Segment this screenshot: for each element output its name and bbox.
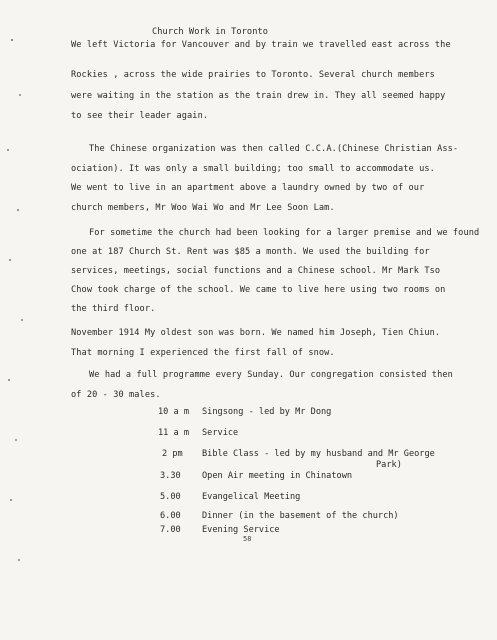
schedule-event: Service <box>202 428 239 438</box>
schedule-event-continuation: Park) <box>376 460 402 470</box>
schedule-event: Singsong - led by Mr Dong <box>202 407 332 417</box>
text-line: one at 187 Church St. Rent was $85 a month. We used the building for <box>71 247 430 257</box>
text-line: For sometime the church had been looking for a larger premise and we found <box>89 228 480 238</box>
text-line: ociation). It was only a small building; too small to accommodate us. <box>71 164 435 174</box>
text-line: November 1914 My oldest son was born. We named him Joseph, Tien Chiun. <box>71 328 441 338</box>
text-line: That morning I experienced the first fall of snow. <box>71 348 335 358</box>
text-line: of 20 - 30 males. <box>71 390 161 400</box>
text-line: Rockies , across the wide prairies to Toronto. Several church members <box>71 70 435 80</box>
schedule-time: 2 pm <box>162 449 183 459</box>
text-line: were waiting in the station as the train drew in. They all seemed happy <box>71 91 446 101</box>
document-title: Church Work in Toronto <box>152 27 269 37</box>
text-line: church members, Mr Woo Wai Wo and Mr Lee Soon Lam. <box>71 203 335 213</box>
text-line: We had a full programme every Sunday. Our congregation consisted then <box>89 370 453 380</box>
text-line: Chow took charge of the school. We came to live here using two rooms on <box>71 285 446 295</box>
schedule-time: 11 a m <box>158 428 190 438</box>
text-line: We left Victoria for Vancouver and by train we travelled east across the <box>71 40 451 50</box>
schedule-time: 6.00 <box>160 511 181 521</box>
text-line: services, meetings, social functions and a Chinese school. Mr Mark Tso <box>71 266 441 276</box>
schedule-time: 10 a m <box>158 407 190 417</box>
schedule-time: 7.00 <box>160 525 181 535</box>
schedule-event: Bible Class - led by my husband and Mr George <box>202 449 435 459</box>
schedule-time: 5.00 <box>160 492 181 502</box>
text-line: to see their leader again. <box>71 111 209 121</box>
schedule-event: Open Air meeting in Chinatown <box>202 471 353 481</box>
page-number: 58 <box>243 535 252 543</box>
schedule-time: 3.30 <box>160 471 181 481</box>
text-line: the third floor. <box>71 304 156 314</box>
schedule-event: Evangelical Meeting <box>202 492 301 502</box>
schedule-event: Dinner (in the basement of the church) <box>202 511 399 521</box>
scan-speckle <box>0 0 30 640</box>
text-line: We went to live in an apartment above a laundry owned by two of our <box>71 183 425 193</box>
text-line: The Chinese organization was then called C.C.A.(Chinese Christian Ass- <box>89 144 459 154</box>
schedule-event: Evening Service <box>202 525 280 535</box>
